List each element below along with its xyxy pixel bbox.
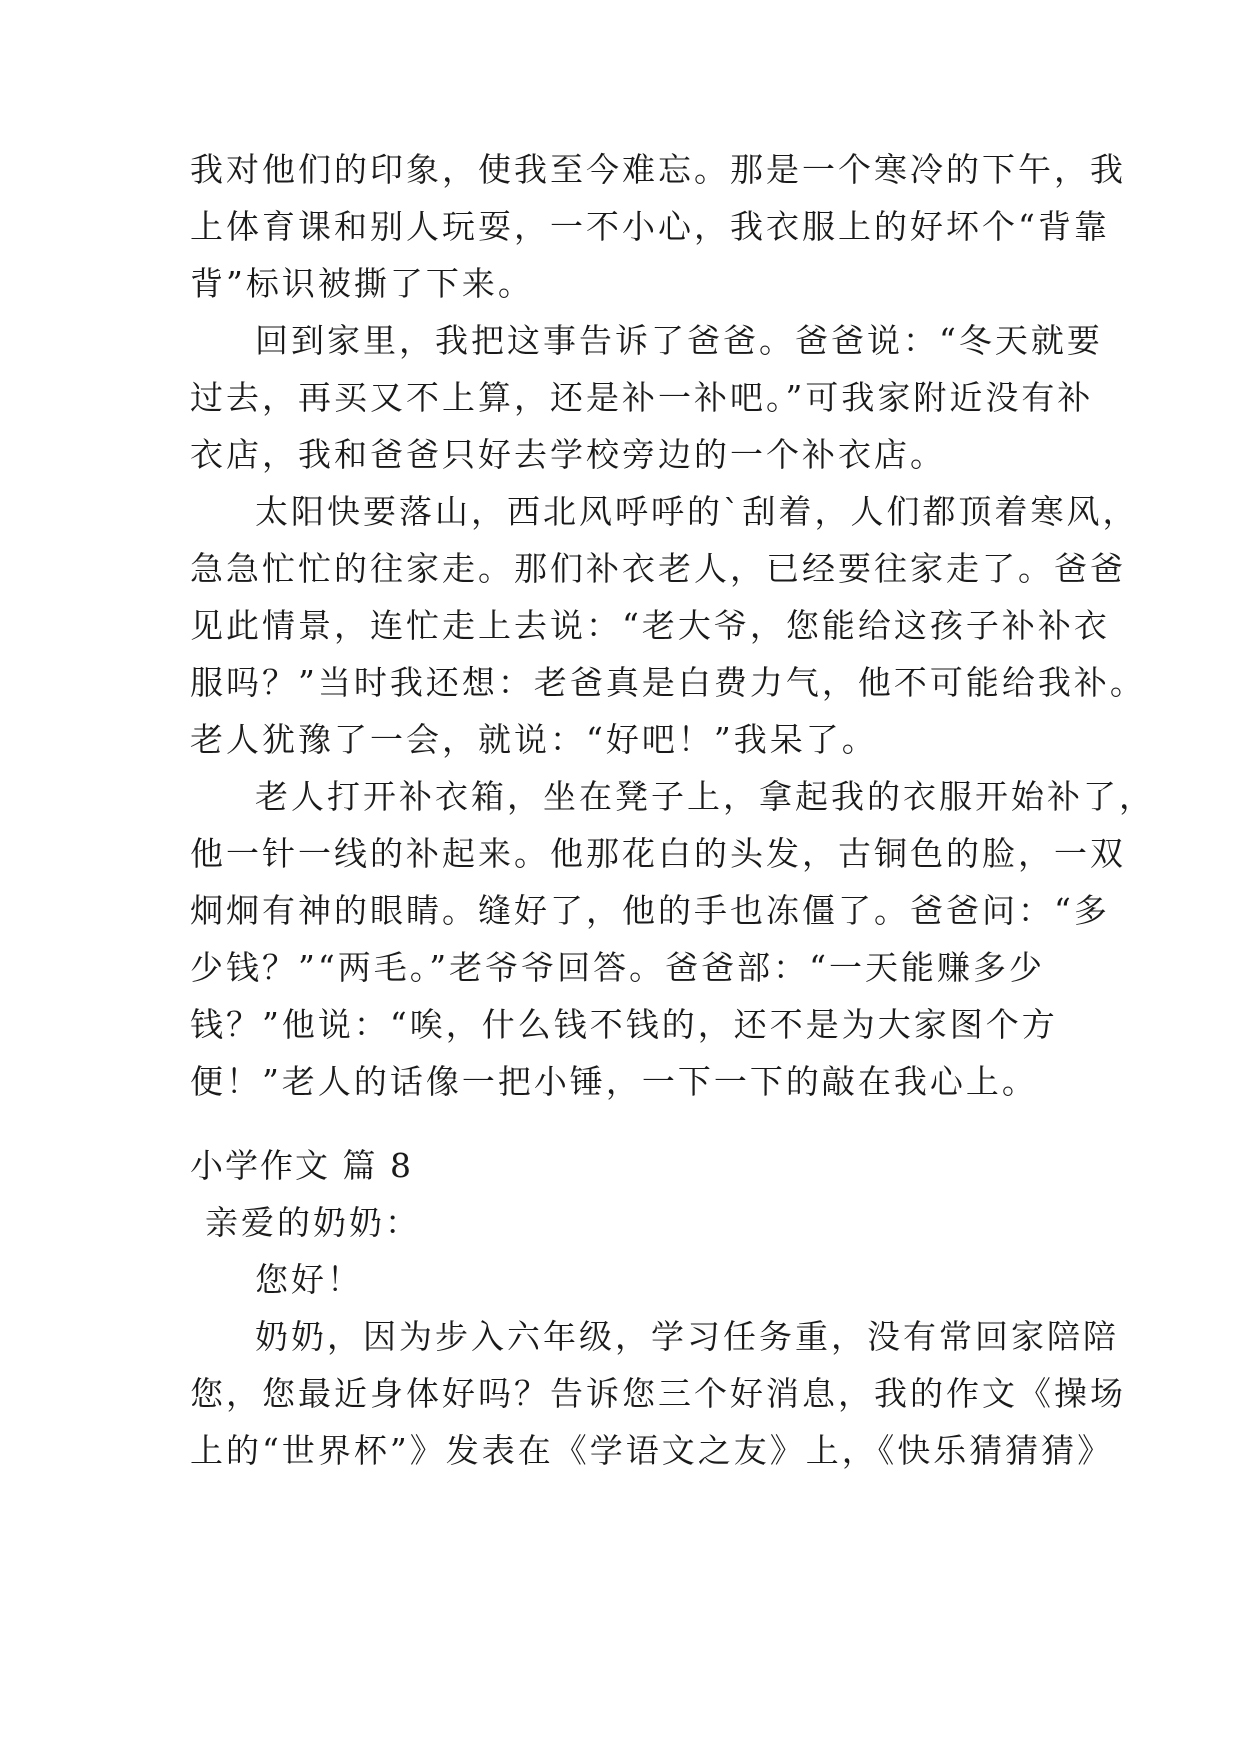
text-line: 老人打开补衣箱，坐在凳子上，拿起我的衣服开始补了，: [255, 777, 1155, 816]
text-line: 他一针一线的补起来。他那花白的头发，古铜色的脸，一双: [190, 834, 1126, 873]
text-line: 您，您最近身体好吗？告诉您三个好消息，我的作文《操场: [190, 1374, 1126, 1413]
text-line: 钱？”他说：“唉，什么钱不钱的，还不是为大家图个方: [190, 1005, 1058, 1044]
text-line: 少钱？”“两毛。”老爷爷回答。爸爸部：“一天能赚多少: [190, 948, 1045, 987]
text-line: 上的“世界杯”》发表在《学语文之友》上，《快乐猜猜猜》: [190, 1431, 1114, 1470]
text-line: 回到家里，我把这事告诉了爸爸。爸爸说：“冬天就要: [255, 321, 1103, 360]
letter-salutation: 亲爱的奶奶：: [205, 1203, 421, 1242]
text-line: 见此情景，连忙走上去说：“老大爷，您能给这孩子补补衣: [190, 606, 1110, 645]
text-line: 衣店，我和爸爸只好去学校旁边的一个补衣店。: [190, 435, 946, 474]
text-line: 奶奶，因为步入六年级，学习任务重，没有常回家陪陪: [255, 1317, 1119, 1356]
text-line: 老人犹豫了一会，就说：“好吧！”我呆了。: [190, 720, 878, 759]
text-line: 过去，再买又不上算，还是补一补吧。”可我家附近没有补: [190, 378, 1094, 417]
section-title: 小学作文 篇 8: [190, 1146, 413, 1185]
text-line: 急急忙忙的往家走。那们补衣老人，已经要往家走了。爸爸: [190, 549, 1126, 588]
text-line: 太阳快要落山，西北风呼呼的`刮着，人们都顶着寒风，: [255, 492, 1139, 531]
text-line: 背”标识被撕了下来。: [190, 264, 534, 303]
text-line: 上体育课和别人玩耍，一不小心，我衣服上的好坏个“背靠: [190, 207, 1110, 246]
text-line: 我对他们的印象，使我至今难忘。那是一个寒冷的下午，我: [190, 150, 1126, 189]
text-line: 服吗？”当时我还想：老爸真是白费力气，他不可能给我补。: [190, 663, 1146, 702]
text-line: 炯炯有神的眼睛。缝好了，他的手也冻僵了。爸爸问：“多: [190, 891, 1110, 930]
text-line: 便！”老人的话像一把小锤，一下一下的敲在我心上。: [190, 1062, 1038, 1101]
letter-greeting: 您好！: [255, 1260, 363, 1299]
